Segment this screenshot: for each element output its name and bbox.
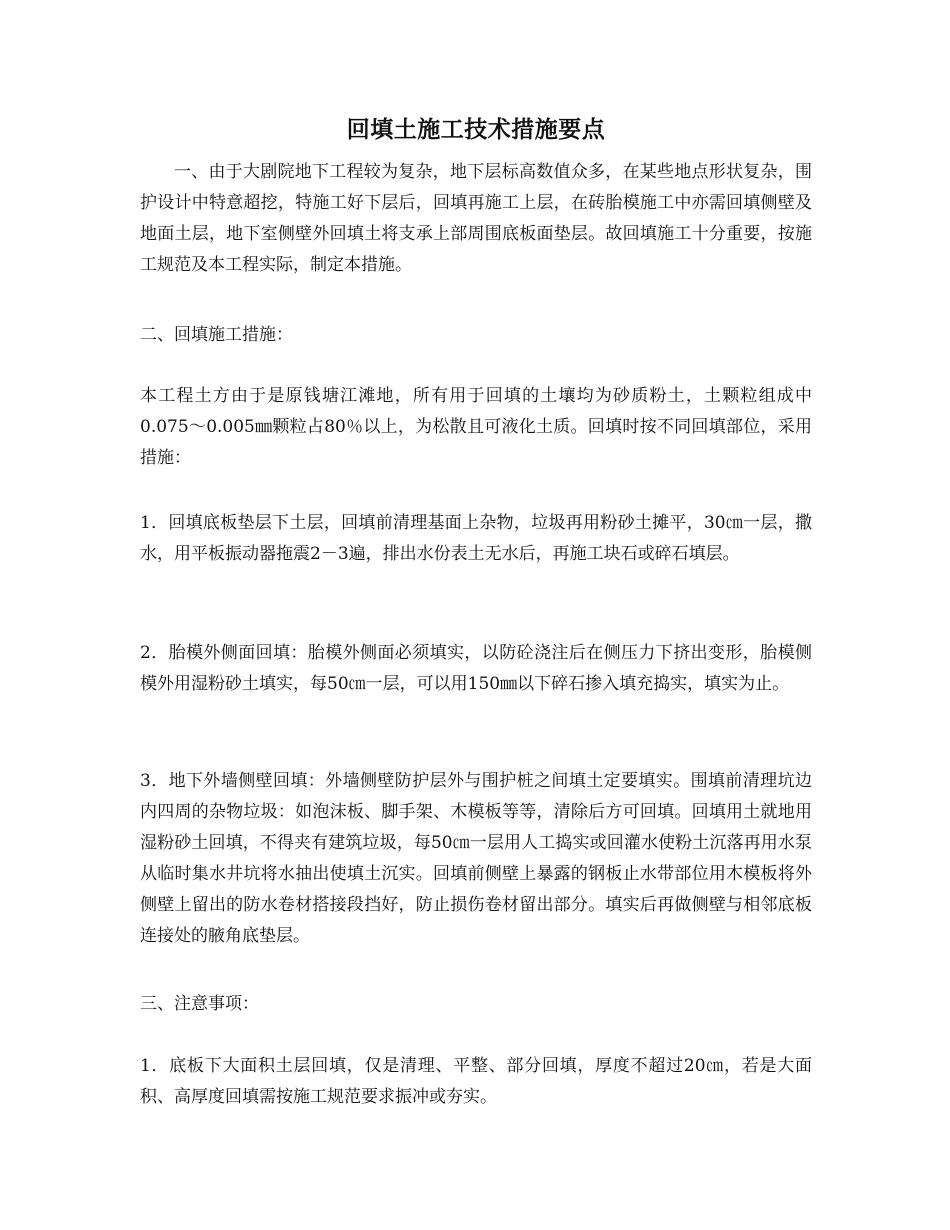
paragraph-item-3: 3．地下外墙侧壁回填：外墙侧壁防护层外与围护桩之间填土定要填实。围填前清理坑边内四周的杂物垃圾：如泡沫板、脚手架、木模板等等，清除后方可回填。回填用土就地用湿粉砂土回填，不得夹有建筑垃圾，每50㎝一层用人工捣实或回灌水使粉土沉落再用水泵从临时集水井坑将水抽出使填土沉实。回填前侧壁上暴露的钢板止水带部位用木模板将外侧壁上留出的防水卷材搭接段挡好，防止损伤卷材留出部分。填实后再做侧壁与相邻底板连接处的腋角底垫层。: [140, 771, 812, 946]
paragraph-note-1: 1．底板下大面积土层回填，仅是清理、平整、部分回填，厚度不超过20㎝，若是大面积、高厚度回填需按施工规范要求振冲或夯实。: [140, 1056, 812, 1107]
document-title: 回填土施工技术措施要点: [346, 116, 606, 143]
section-heading-measures: 二、回填施工措施：: [140, 325, 293, 345]
paragraph-item-2: 2．胎模外侧面回填：胎模外侧面必须填实，以防砼浇注后在侧压力下挤出变形，胎模侧模外用湿粉砂土填实，每50㎝一层，可以用150㎜以下碎石掺入填充捣实，填实为止。: [140, 643, 812, 694]
paragraph-soil-description: 本工程土方由于是原钱塘江滩地，所有用于回填的土壤均为砂质粉土，土颗粒组成中0.075～0.005㎜颗粒占80％以上，为松散且可液化土质。回填时按不同回填部位，采用措施：: [140, 386, 812, 468]
paragraph-item-1: 1．回填底板垫层下土层，回填前清理基面上杂物，垃圾再用粉砂土摊平，30㎝一层，撒水，用平板振动器拖震2－3遍，排出水份表土无水后，再施工块石或碎石填层。: [140, 513, 812, 564]
section-heading-notes: 三、注意事项：: [140, 994, 259, 1014]
paragraph-intro: 一、由于大剧院地下工程较为复杂，地下层标高数值众多，在某些地点形状复杂，围护设计中特意超挖，特施工好下层后，回填再施工上层，在砖胎模施工中亦需回填侧壁及地面土层，地下室侧壁外回填土将支承上部周围底板面垫层。故回填施工十分重要，按施工规范及本工程实际，制定本措施。: [140, 162, 812, 275]
